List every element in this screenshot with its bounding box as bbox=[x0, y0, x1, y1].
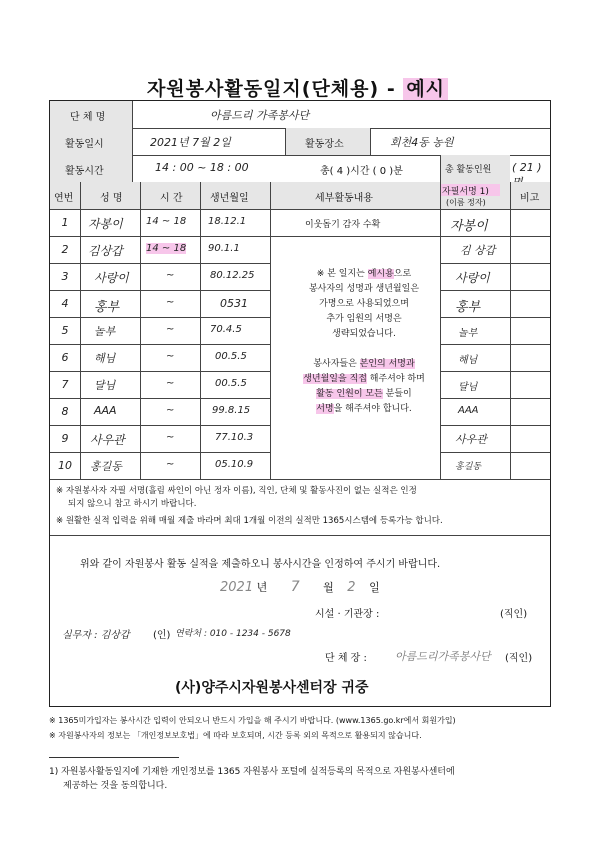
submitter-phone: 연락처 : 010 - 1234 - 5678 bbox=[175, 629, 291, 639]
place-label: 활동장소 bbox=[305, 139, 344, 150]
people-value: ( 21 ) bbox=[512, 161, 542, 174]
request-text: 위와 같이 자원봉사 활동 실적을 제출하오니 봉사시간을 인정하여 주시기 바랍니다. bbox=[80, 559, 441, 570]
row-time: ~ bbox=[166, 378, 175, 389]
facility-seal: (직인) bbox=[500, 609, 528, 620]
row-birth: 80.12.25 bbox=[210, 270, 255, 281]
row-birth: 99.8.15 bbox=[212, 405, 251, 416]
row-sign: 김 상갑 bbox=[460, 244, 496, 257]
row-no: 4 bbox=[61, 297, 69, 310]
row-name: 김상갑 bbox=[88, 244, 123, 258]
sign-date: 2021 년 7 월 2 일 bbox=[220, 579, 380, 595]
row-no: 7 bbox=[61, 378, 69, 391]
row-sign: 사우관 bbox=[455, 433, 487, 446]
people-label: 총 활동인원 bbox=[445, 165, 492, 175]
row-birth: 77.10.3 bbox=[215, 432, 254, 443]
row-no: 3 bbox=[61, 270, 69, 283]
row-birth: 18.12.1 bbox=[208, 216, 247, 227]
row-birth: 70.4.5 bbox=[210, 324, 242, 335]
row-time: ~ bbox=[166, 351, 175, 362]
row-birth: 90.1.1 bbox=[208, 243, 240, 254]
col-detail: 세부활동내용 bbox=[315, 193, 373, 204]
group-head-seal: (직인) bbox=[505, 653, 533, 664]
col-name: 성 명 bbox=[100, 193, 123, 204]
document-title bbox=[0, 74, 595, 101]
warning-signature: ※ 자원봉사자 자필 서명(흘림 싸인이 아닌 정자 이름), 직인, 단체 및 활동사진이 없는 실적은 인정 되지 않으니 참고 하시기 바랍니다. bbox=[56, 486, 417, 509]
row-sign: 놀부 bbox=[458, 328, 478, 339]
row-name: 사우관 bbox=[90, 433, 125, 447]
row-no: 1 bbox=[61, 216, 69, 229]
row-sign: 홍부 bbox=[455, 300, 481, 315]
row-time: ~ bbox=[166, 270, 175, 281]
time-label: 활동시간 bbox=[65, 166, 104, 177]
row-no: 8 bbox=[61, 405, 69, 418]
group-head-value: 아름드리가족봉사단 bbox=[395, 650, 491, 663]
row-birth: 00.5.5 bbox=[215, 378, 247, 389]
footnote: 1) 자원봉사활동일지에 기재한 개인정보를 1365 자원봉사 포털에 실적등록의 목적으로 자원봉사센터에 제공하는 것을 동의합니다. bbox=[49, 767, 455, 791]
submitter-label: 실무자 : 김상갑 bbox=[62, 630, 130, 641]
privacy-note: ※ 자원봉사자의 정보는 「개인정보보호법」에 따라 보호되며, 시간 등록 외의 목적으로 활용되지 않습니다. bbox=[49, 731, 422, 740]
row-birth: 05.10.9 bbox=[215, 459, 254, 470]
row-sign: 사랑이 bbox=[455, 271, 490, 285]
row-name: 해님 bbox=[94, 352, 116, 365]
warning-monthly: ※ 원활한 실적 입력을 위해 매월 제출 바라며 최대 1개월 이전의 실적만 1365시스템에 등록가능 합니다. bbox=[56, 516, 443, 526]
row-birth: 00.5.5 bbox=[215, 351, 247, 362]
row-sign: 자봉이 bbox=[450, 219, 488, 234]
date-label: 활동일시 bbox=[65, 139, 104, 150]
row-no: 10 bbox=[58, 459, 72, 472]
col-time: 시 간 bbox=[160, 193, 183, 204]
time-value: 14 : 00 ~ 18 : 00 bbox=[155, 161, 249, 174]
submitter-seal: (인) bbox=[153, 630, 171, 641]
row-name: AAA bbox=[94, 404, 117, 417]
col-note: 비고 bbox=[520, 193, 540, 204]
row-name: 홍길동 bbox=[90, 460, 122, 473]
row-name: 자봉이 bbox=[88, 217, 123, 231]
title-example-badge: 예시 bbox=[403, 78, 448, 100]
group-head-label: 단 체 장 : bbox=[325, 653, 367, 664]
total-hours: 총( 4 )시간 ( 0 )분 bbox=[320, 166, 403, 177]
row-sign: AAA bbox=[458, 405, 479, 416]
row-name: 홍부 bbox=[94, 300, 120, 315]
row-time: 14 ~ 18 bbox=[146, 216, 187, 227]
row-time: ~ bbox=[166, 459, 175, 470]
row-no: 2 bbox=[61, 243, 69, 256]
row-time: ~ bbox=[166, 297, 175, 308]
col-sign-sub: (이름 정자) bbox=[446, 198, 486, 207]
date-value: 2021년 7월 2일 bbox=[150, 136, 231, 149]
row-time: ~ bbox=[166, 405, 175, 416]
row-birth: 0531 bbox=[220, 297, 248, 310]
col-no: 연번 bbox=[54, 193, 74, 204]
row-sign: 해님 bbox=[458, 355, 478, 366]
place-value: 회천4동 농원 bbox=[390, 136, 454, 149]
row-no: 5 bbox=[61, 324, 69, 337]
row-no: 6 bbox=[61, 351, 69, 364]
row-no: 9 bbox=[61, 432, 69, 445]
row-sign: 홍길동 bbox=[455, 462, 482, 472]
facility-label: 시설 · 기관장 : bbox=[315, 609, 380, 620]
row-time: 14 ~ 18 bbox=[146, 243, 187, 254]
org-name-label: 단 체 명 bbox=[70, 112, 106, 123]
example-notice: ※ 본 일지는 예시용으로 봉사자의 성명과 생년월일은 가명으로 사용되었으며 추가 임원의 서명은 생략되었습니다. 봉사자들은 본인의 서명과 생년월일을 직접 해주셔야 하며 활동 인원이 모든 분들이 서명을 해주셔야 합니다. bbox=[303, 269, 425, 414]
row-name: 놀부 bbox=[94, 325, 116, 338]
title-main: 자원봉사활동일지(단체용) - bbox=[146, 78, 404, 100]
row-time: ~ bbox=[166, 324, 175, 335]
row-name: 사랑이 bbox=[94, 271, 129, 285]
row-sign: 달님 bbox=[458, 382, 478, 393]
row-time: ~ bbox=[166, 432, 175, 443]
recipient: (사)양주시자원봉사센터장 귀중 bbox=[175, 680, 369, 696]
row-detail: 이웃돕기 감자 수확 bbox=[305, 220, 381, 230]
row-name: 달님 bbox=[94, 379, 116, 392]
col-sign: 자필서명 1) bbox=[442, 187, 489, 197]
membership-note: ※ 1365미가입자는 봉사시간 입력이 안되오니 반드시 가입을 해 주시기 바랍니다. (www.1365.go.kr에서 회원가입) bbox=[49, 716, 456, 725]
col-birth: 생년월일 bbox=[210, 193, 249, 204]
org-name-value: 아름드리 가족봉사단 bbox=[210, 109, 310, 122]
footnote-divider bbox=[49, 757, 179, 758]
